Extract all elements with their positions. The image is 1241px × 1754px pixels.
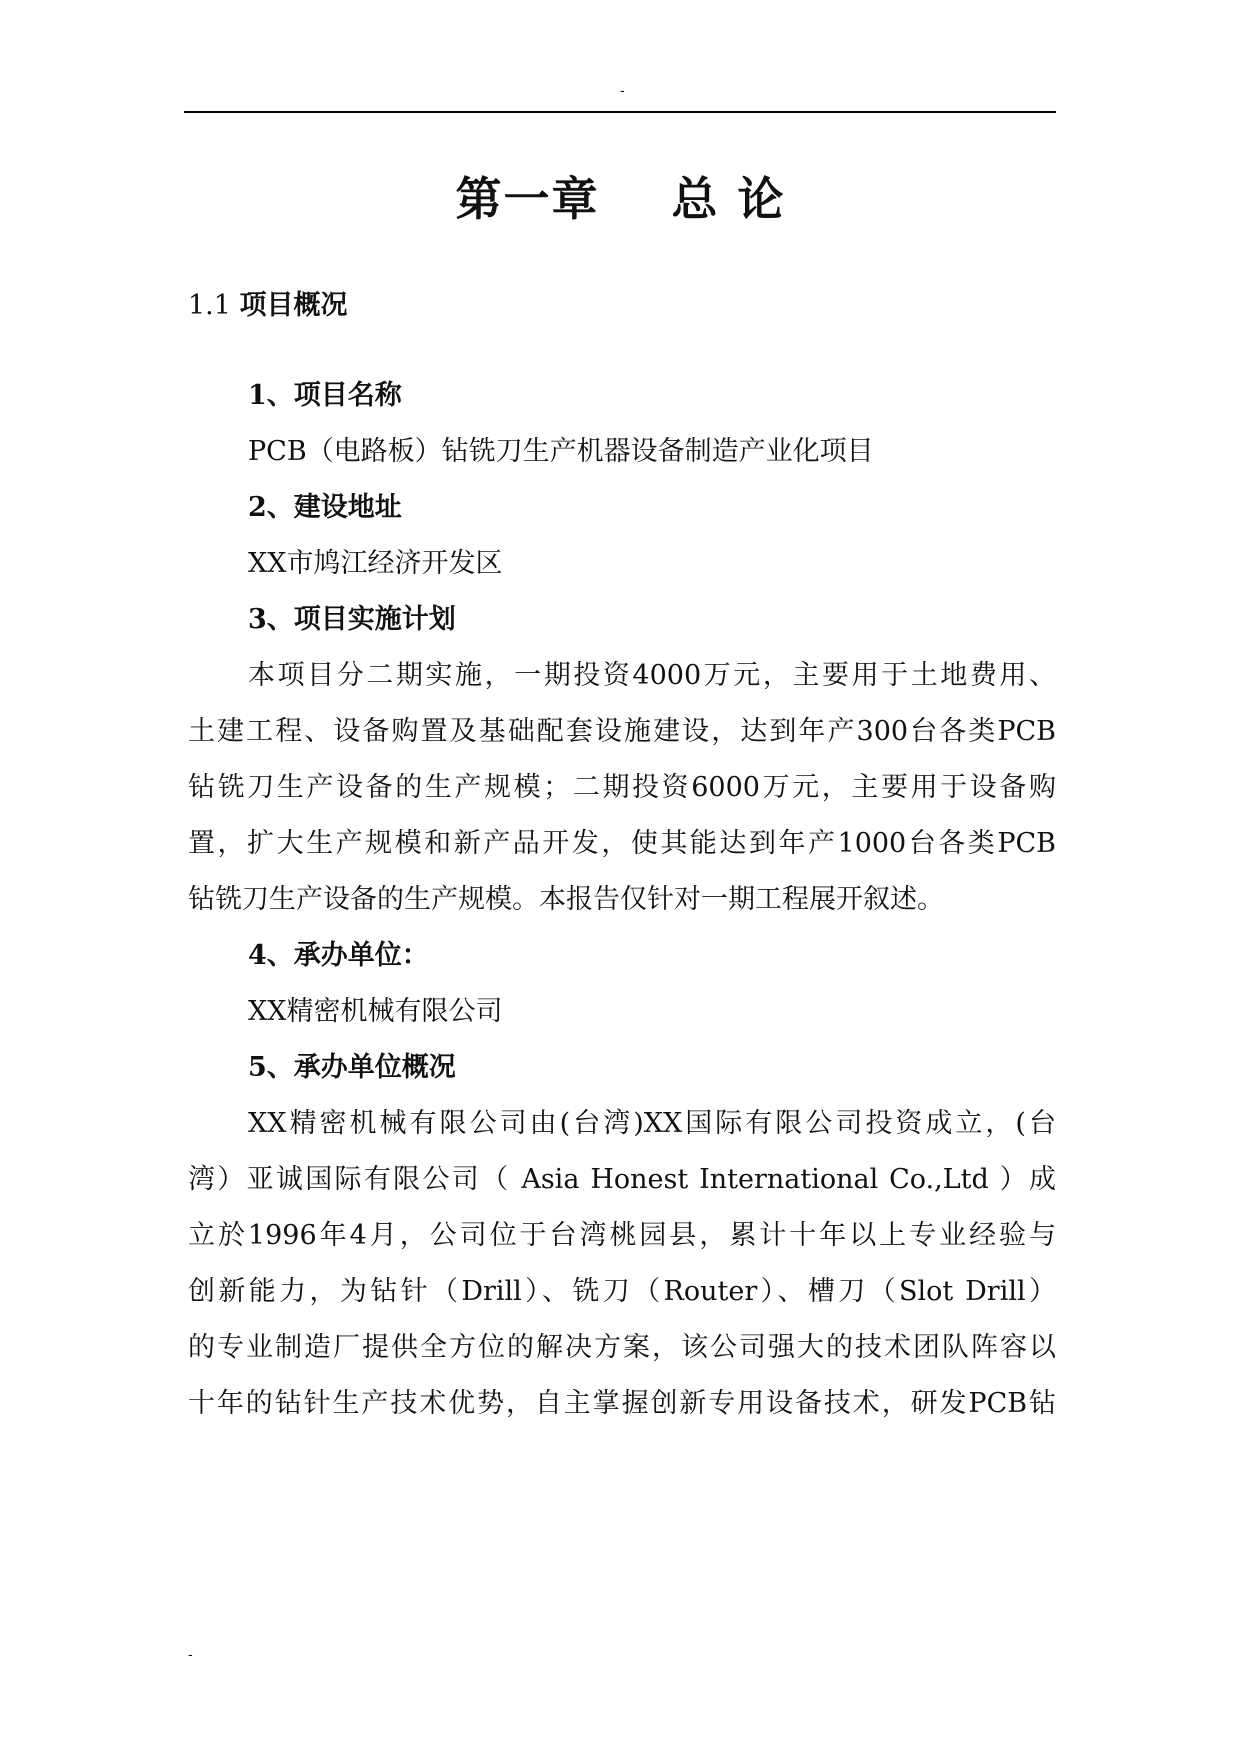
header-mark: - [620,83,625,99]
item-body-project-name: PCB（电路板）钻铣刀生产机器设备制造产业化项目 [248,436,874,467]
paragraph-line: 钻铣刀生产设备的生产规模。本报告仅针对一期工程展开叙述。 [188,884,944,915]
paragraph-line: 置，扩大生产规模和新产品开发，使其能达到年产1000台各类PCB [188,828,1056,859]
item-body-undertaker: XX精密机械有限公司 [248,996,503,1027]
paragraph-line: 十年的钻针生产技术优势，自主掌握创新专用设备技术，研发PCB钻 [188,1388,1056,1419]
paragraph-line: 立於1996年4月，公司位于台湾桃园县，累计十年以上专业经验与 [188,1220,1056,1251]
paragraph-line: XX精密机械有限公司由(台湾)XX国际有限公司投资成立，(台 [248,1108,1056,1139]
item-heading-plan: 3、项目实施计划 [248,604,456,635]
item-heading-site: 2、建设地址 [248,492,402,523]
section-title: 项目概况 [239,290,348,321]
section-heading [188,283,348,322]
paragraph-line: 湾）亚诚国际有限公司（ Asia Honest International Co.,Ltd ）成 [188,1164,1056,1195]
paragraph-line: 的专业制造厂提供全方位的解决方案，该公司强大的技术团队阵容以 [188,1332,1056,1363]
paragraph-line: 土建工程、设备购置及基础配套设施建设，达到年产300台各类PCB [188,716,1056,747]
item-heading-undertaker: 4、承办单位： [248,940,429,971]
item-body-site: XX市鸠江经济开发区 [248,548,503,579]
header-rule [184,111,1056,113]
chapter-title: 第一章 总 论 [455,172,786,226]
paragraph-line: 创新能力，为钻针（Drill）、铣刀（Router）、槽刀（Slot Drill） [188,1276,1056,1307]
item-heading-undertaker-overview: 5、承办单位概况 [248,1052,456,1083]
item-heading-project-name: 1、项目名称 [248,380,402,411]
section-number: 1.1 [188,290,231,321]
paragraph-line: 本项目分二期实施，一期投资4000万元，主要用于土地费用、 [248,660,1056,691]
footer-mark: - [188,1647,193,1663]
paragraph-line: 钻铣刀生产设备的生产规模；二期投资6000万元，主要用于设备购 [188,772,1056,803]
